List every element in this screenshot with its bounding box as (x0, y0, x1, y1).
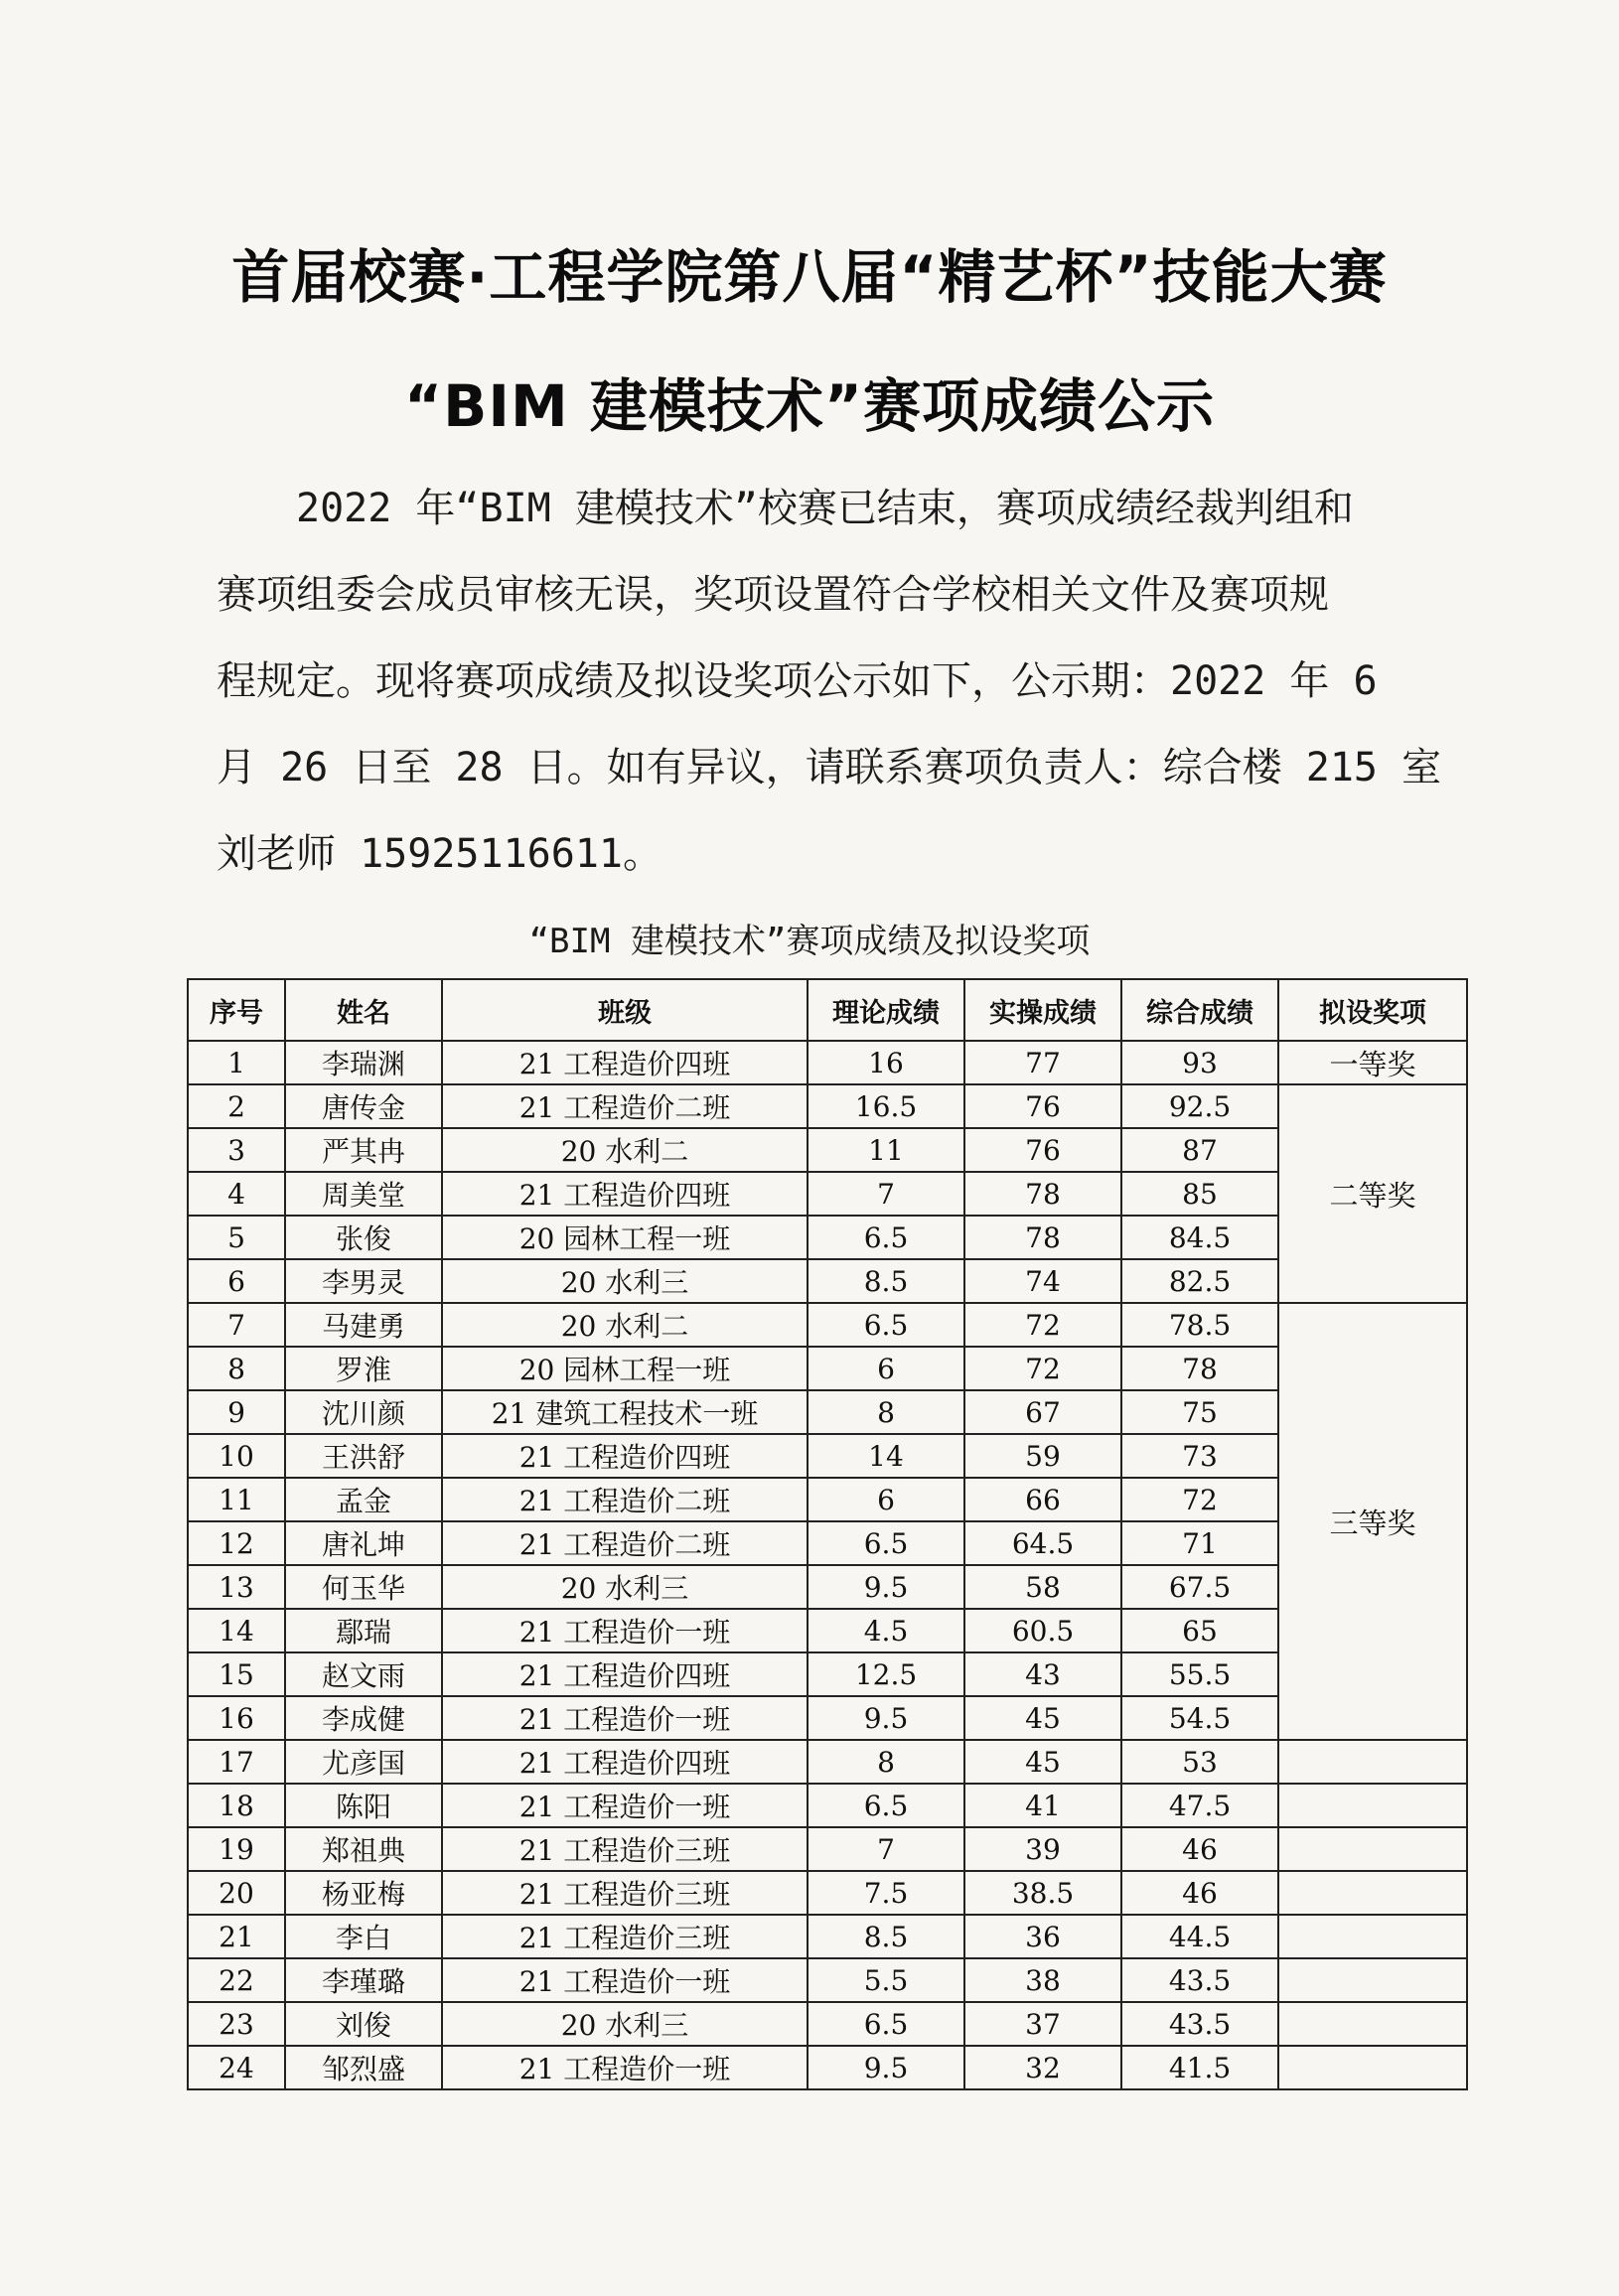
cell-class: 21 工程造价三班 (442, 1871, 808, 1915)
header-theory-score: 理论成绩 (808, 979, 964, 1041)
cell-total-score: 73 (1121, 1434, 1278, 1478)
cell-total-score: 47.5 (1121, 1784, 1278, 1827)
document-title-line2: “BIM 建模技术”赛项成绩公示 (404, 372, 1215, 440)
cell-no: 8 (188, 1347, 285, 1390)
cell-class: 21 工程造价二班 (442, 1084, 808, 1128)
notice-line: 赛项组委会成员审核无误，奖项设置符合学校相关文件及赛项规 (217, 572, 1329, 618)
notice-line: 刘老师 15925116611。 (217, 831, 662, 877)
cell-name: 陈阳 (285, 1784, 442, 1827)
cell-award (1278, 2002, 1467, 2046)
cell-total-score: 65 (1121, 1609, 1278, 1652)
cell-no: 7 (188, 1303, 285, 1347)
cell-practical-score: 32 (964, 2046, 1121, 2089)
table-row (188, 1347, 1467, 1390)
cell-class: 20 水利三 (442, 1259, 808, 1303)
cell-total-score: 75 (1121, 1390, 1278, 1434)
cell-class: 20 园林工程一班 (442, 1347, 808, 1390)
cell-class: 21 工程造价四班 (442, 1172, 808, 1216)
table-row (188, 1784, 1467, 1827)
cell-no: 23 (188, 2002, 285, 2046)
cell-theory-score: 6.5 (808, 1521, 964, 1565)
cell-total-score: 92.5 (1121, 1084, 1278, 1128)
cell-practical-score: 41 (964, 1784, 1121, 1827)
table-row (188, 1958, 1467, 2002)
document-title-line1: 首届校赛·工程学院第八届“精艺杯”技能大赛 (231, 243, 1388, 311)
cell-theory-score: 14 (808, 1434, 964, 1478)
table-row (188, 1521, 1467, 1565)
cell-total-score: 72 (1121, 1478, 1278, 1521)
cell-no: 18 (188, 1784, 285, 1827)
cell-no: 3 (188, 1128, 285, 1172)
scores-table (187, 978, 1468, 2090)
cell-name: 尤彦国 (285, 1740, 442, 1784)
cell-theory-score: 7.5 (808, 1871, 964, 1915)
cell-no: 1 (188, 1041, 285, 1084)
cell-award: 二等奖 (1278, 1084, 1467, 1303)
cell-name: 邹烈盛 (285, 2046, 442, 2089)
cell-class: 21 工程造价二班 (442, 1521, 808, 1565)
cell-practical-score: 76 (964, 1128, 1121, 1172)
cell-class: 21 工程造价一班 (442, 1784, 808, 1827)
cell-theory-score: 5.5 (808, 1958, 964, 2002)
table-body (188, 1041, 1467, 2089)
cell-class: 21 工程造价二班 (442, 1478, 808, 1521)
cell-class: 20 水利三 (442, 1565, 808, 1609)
cell-name: 杨亚梅 (285, 1871, 442, 1915)
cell-class: 21 建筑工程技术一班 (442, 1390, 808, 1434)
cell-name: 何玉华 (285, 1565, 442, 1609)
cell-practical-score: 78 (964, 1172, 1121, 1216)
cell-practical-score: 72 (964, 1347, 1121, 1390)
cell-theory-score: 9.5 (808, 1696, 964, 1740)
cell-name: 李成健 (285, 1696, 442, 1740)
cell-no: 6 (188, 1259, 285, 1303)
cell-total-score: 54.5 (1121, 1696, 1278, 1740)
cell-no: 2 (188, 1084, 285, 1128)
cell-practical-score: 66 (964, 1478, 1121, 1521)
header-no: 序号 (188, 979, 285, 1041)
cell-name: 孟金 (285, 1478, 442, 1521)
cell-total-score: 44.5 (1121, 1915, 1278, 1958)
cell-practical-score: 37 (964, 2002, 1121, 2046)
cell-total-score: 78.5 (1121, 1303, 1278, 1347)
cell-award (1278, 2046, 1467, 2089)
cell-no: 9 (188, 1390, 285, 1434)
cell-class: 21 工程造价四班 (442, 1041, 808, 1084)
cell-class: 21 工程造价一班 (442, 1958, 808, 2002)
table-row (188, 1740, 1467, 1784)
cell-name: 李瑞渊 (285, 1041, 442, 1084)
cell-no: 5 (188, 1216, 285, 1259)
cell-name: 严其冉 (285, 1128, 442, 1172)
cell-name: 李瑾璐 (285, 1958, 442, 2002)
cell-theory-score: 6.5 (808, 2002, 964, 2046)
cell-theory-score: 16.5 (808, 1084, 964, 1128)
table-caption: “BIM 建模技术”赛项成绩及拟设奖项 (528, 922, 1091, 961)
table-row (188, 1041, 1467, 1084)
header-name: 姓名 (285, 979, 442, 1041)
cell-award (1278, 1871, 1467, 1915)
cell-practical-score: 58 (964, 1565, 1121, 1609)
cell-class: 21 工程造价四班 (442, 1434, 808, 1478)
cell-no: 4 (188, 1172, 285, 1216)
cell-name: 李男灵 (285, 1259, 442, 1303)
table-row (188, 1084, 1467, 1128)
notice-line: 程规定。现将赛项成绩及拟设奖项公示如下，公示期：2022 年 6 (217, 658, 1378, 704)
cell-theory-score: 8.5 (808, 1915, 964, 1958)
table-row (188, 1827, 1467, 1871)
header-class: 班级 (442, 979, 808, 1041)
cell-theory-score: 6.5 (808, 1303, 964, 1347)
cell-practical-score: 38.5 (964, 1871, 1121, 1915)
cell-theory-score: 6 (808, 1347, 964, 1390)
cell-no: 16 (188, 1696, 285, 1740)
cell-no: 21 (188, 1915, 285, 1958)
cell-total-score: 67.5 (1121, 1565, 1278, 1609)
cell-no: 19 (188, 1827, 285, 1871)
cell-practical-score: 77 (964, 1041, 1121, 1084)
cell-theory-score: 12.5 (808, 1652, 964, 1696)
cell-total-score: 43.5 (1121, 1958, 1278, 2002)
cell-practical-score: 38 (964, 1958, 1121, 2002)
cell-theory-score: 8 (808, 1740, 964, 1784)
table-row (188, 1216, 1467, 1259)
table-header-row (188, 979, 1467, 1041)
table-row (188, 1434, 1467, 1478)
cell-theory-score: 6 (808, 1478, 964, 1521)
table-row (188, 1609, 1467, 1652)
cell-class: 21 工程造价三班 (442, 1827, 808, 1871)
cell-name: 张俊 (285, 1216, 442, 1259)
cell-practical-score: 59 (964, 1434, 1121, 1478)
cell-award (1278, 1915, 1467, 1958)
cell-no: 11 (188, 1478, 285, 1521)
cell-no: 20 (188, 1871, 285, 1915)
cell-practical-score: 74 (964, 1259, 1121, 1303)
cell-practical-score: 36 (964, 1915, 1121, 1958)
table-row (188, 1172, 1467, 1216)
table-row (188, 1871, 1467, 1915)
cell-total-score: 71 (1121, 1521, 1278, 1565)
cell-class: 21 工程造价四班 (442, 1652, 808, 1696)
cell-total-score: 85 (1121, 1172, 1278, 1216)
cell-award: 一等奖 (1278, 1041, 1467, 1084)
cell-name: 鄢瑞 (285, 1609, 442, 1652)
cell-total-score: 46 (1121, 1871, 1278, 1915)
cell-total-score: 55.5 (1121, 1652, 1278, 1696)
cell-no: 15 (188, 1652, 285, 1696)
table-row (188, 1565, 1467, 1609)
cell-no: 10 (188, 1434, 285, 1478)
cell-total-score: 78 (1121, 1347, 1278, 1390)
cell-class: 20 水利三 (442, 2002, 808, 2046)
cell-practical-score: 45 (964, 1696, 1121, 1740)
cell-no: 14 (188, 1609, 285, 1652)
cell-total-score: 46 (1121, 1827, 1278, 1871)
table-row (188, 1478, 1467, 1521)
cell-name: 周美堂 (285, 1172, 442, 1216)
cell-award (1278, 1784, 1467, 1827)
cell-practical-score: 76 (964, 1084, 1121, 1128)
cell-total-score: 82.5 (1121, 1259, 1278, 1303)
cell-total-score: 93 (1121, 1041, 1278, 1084)
table-row (188, 2002, 1467, 2046)
table-row (188, 1128, 1467, 1172)
table-row (188, 1390, 1467, 1434)
table-row (188, 1696, 1467, 1740)
header-award: 拟设奖项 (1278, 979, 1467, 1041)
cell-award (1278, 1958, 1467, 2002)
cell-total-score: 43.5 (1121, 2002, 1278, 2046)
cell-name: 马建勇 (285, 1303, 442, 1347)
cell-theory-score: 6.5 (808, 1784, 964, 1827)
cell-name: 唐礼坤 (285, 1521, 442, 1565)
cell-practical-score: 67 (964, 1390, 1121, 1434)
cell-class: 20 水利二 (442, 1128, 808, 1172)
cell-practical-score: 72 (964, 1303, 1121, 1347)
cell-no: 13 (188, 1565, 285, 1609)
cell-practical-score: 78 (964, 1216, 1121, 1259)
cell-class: 21 工程造价四班 (442, 1740, 808, 1784)
cell-name: 李白 (285, 1915, 442, 1958)
cell-practical-score: 43 (964, 1652, 1121, 1696)
cell-name: 郑祖典 (285, 1827, 442, 1871)
table-row (188, 1259, 1467, 1303)
cell-total-score: 84.5 (1121, 1216, 1278, 1259)
notice-line: 2022 年“BIM 建模技术”校赛已结束，赛项成绩经裁判组和 (217, 486, 1354, 531)
cell-theory-score: 7 (808, 1827, 964, 1871)
cell-theory-score: 6.5 (808, 1216, 964, 1259)
cell-no: 24 (188, 2046, 285, 2089)
cell-award: 三等奖 (1278, 1303, 1467, 1740)
cell-total-score: 53 (1121, 1740, 1278, 1784)
cell-practical-score: 60.5 (964, 1609, 1121, 1652)
cell-practical-score: 39 (964, 1827, 1121, 1871)
cell-theory-score: 9.5 (808, 2046, 964, 2089)
cell-practical-score: 64.5 (964, 1521, 1121, 1565)
cell-theory-score: 16 (808, 1041, 964, 1084)
table-row (188, 2046, 1467, 2089)
cell-award (1278, 1740, 1467, 1784)
cell-class: 21 工程造价一班 (442, 1609, 808, 1652)
cell-name: 沈川颜 (285, 1390, 442, 1434)
table-row (188, 1652, 1467, 1696)
notice-line: 月 26 日至 28 日。如有异议，请联系赛项负责人：综合楼 215 室 (217, 745, 1442, 790)
table-row (188, 1303, 1467, 1347)
header-practical-score: 实操成绩 (964, 979, 1121, 1041)
cell-total-score: 87 (1121, 1128, 1278, 1172)
cell-class: 20 水利二 (442, 1303, 808, 1347)
cell-class: 20 园林工程一班 (442, 1216, 808, 1259)
cell-name: 罗淮 (285, 1347, 442, 1390)
cell-practical-score: 45 (964, 1740, 1121, 1784)
table-row (188, 1915, 1467, 1958)
cell-no: 22 (188, 1958, 285, 2002)
cell-theory-score: 4.5 (808, 1609, 964, 1652)
header-total-score: 综合成绩 (1121, 979, 1278, 1041)
cell-name: 唐传金 (285, 1084, 442, 1128)
cell-no: 17 (188, 1740, 285, 1784)
cell-theory-score: 9.5 (808, 1565, 964, 1609)
cell-class: 21 工程造价一班 (442, 2046, 808, 2089)
cell-class: 21 工程造价三班 (442, 1915, 808, 1958)
cell-name: 王洪舒 (285, 1434, 442, 1478)
cell-total-score: 41.5 (1121, 2046, 1278, 2089)
cell-theory-score: 7 (808, 1172, 964, 1216)
cell-class: 21 工程造价一班 (442, 1696, 808, 1740)
cell-theory-score: 8.5 (808, 1259, 964, 1303)
cell-theory-score: 8 (808, 1390, 964, 1434)
cell-award (1278, 1827, 1467, 1871)
cell-theory-score: 11 (808, 1128, 964, 1172)
cell-name: 赵文雨 (285, 1652, 442, 1696)
cell-no: 12 (188, 1521, 285, 1565)
cell-name: 刘俊 (285, 2002, 442, 2046)
